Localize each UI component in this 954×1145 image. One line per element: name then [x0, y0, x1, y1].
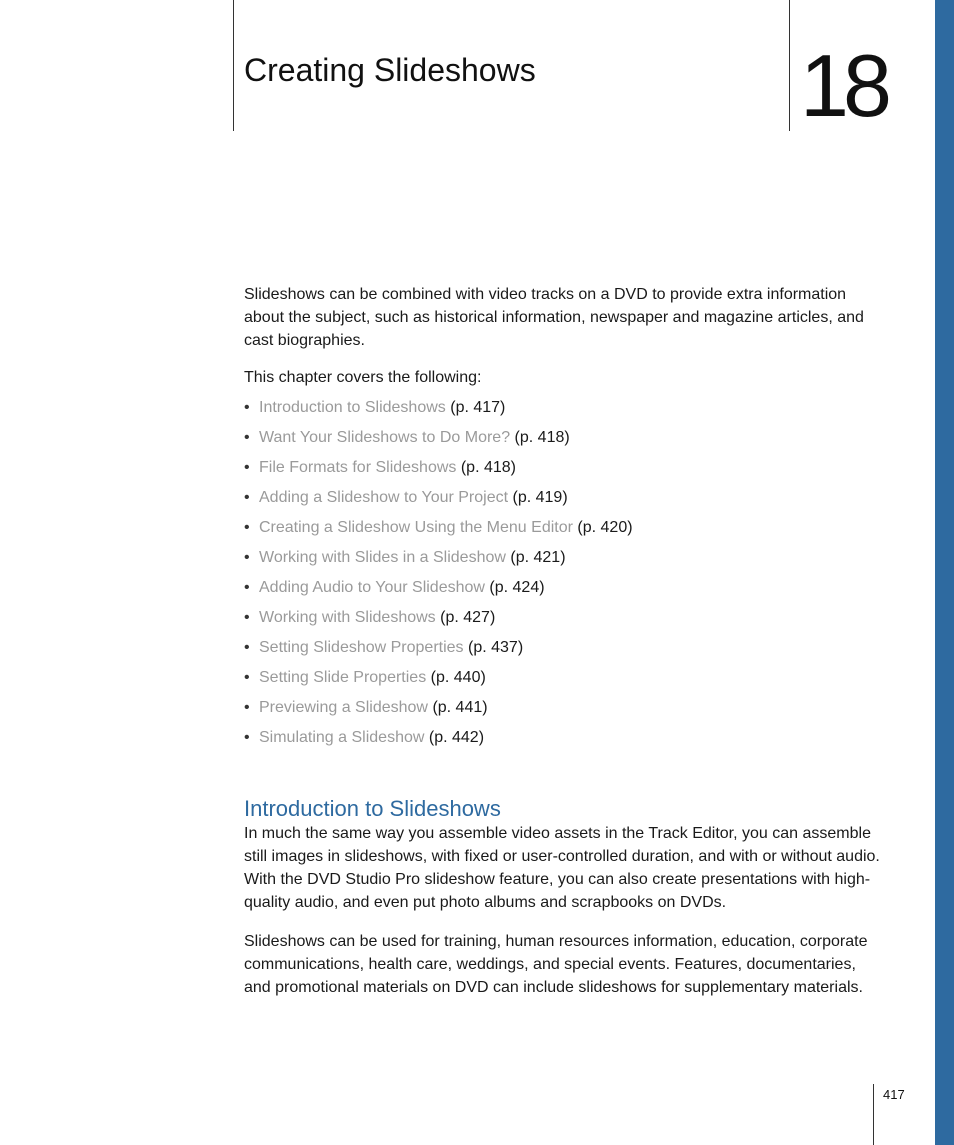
toc-link[interactable]: Want Your Slideshows to Do More?: [259, 429, 511, 446]
toc-page-ref: (p. 420): [577, 519, 633, 536]
bullet-icon: •: [244, 459, 250, 476]
toc-item: [244, 426, 880, 456]
toc-link[interactable]: Setting Slideshow Properties: [259, 639, 464, 656]
title-left-rule: [233, 0, 234, 131]
toc-link[interactable]: Adding Audio to Your Slideshow: [259, 579, 485, 596]
toc-item: [244, 396, 880, 426]
side-color-bar: [935, 0, 954, 1145]
toc-link[interactable]: Previewing a Slideshow: [259, 699, 428, 716]
bullet-icon: •: [244, 609, 250, 626]
toc-page-ref: (p. 418): [514, 429, 570, 446]
bullet-icon: •: [244, 669, 250, 686]
toc-link[interactable]: Working with Slideshows: [259, 609, 436, 626]
toc-page-ref: (p. 427): [440, 609, 496, 626]
toc-page-ref: (p. 437): [468, 639, 524, 656]
toc-page-ref: (p. 421): [510, 549, 566, 566]
toc-link[interactable]: Simulating a Slideshow: [259, 729, 425, 746]
toc-page-ref: (p. 418): [460, 459, 516, 476]
toc-item: [244, 546, 880, 576]
section-paragraph: Slideshows can be used for training, human resources information, education, corporate communications, health care, weddings, and special events. Features, documentaries, and promotional materials on DVD can include slideshows for supplementary materials.: [244, 933, 868, 996]
toc-page-ref: (p. 417): [450, 399, 506, 416]
toc-page-ref: (p. 441): [432, 699, 488, 716]
chapter-toc: [244, 396, 880, 756]
section-heading: Introduction to Slideshows: [244, 796, 501, 821]
toc-item: [244, 636, 880, 666]
toc-item: [244, 696, 880, 726]
toc-page-ref: (p. 419): [512, 489, 568, 506]
section-paragraph: In much the same way you assemble video assets in the Track Editor, you can assemble still images in slideshows, with fixed or user-controlled duration, and with or without audio. With the DVD Studio Pro slideshow feature, you can also create presentations with high-quality audio, and even put photo albums and scrapbooks on DVDs.: [244, 825, 880, 911]
toc-link[interactable]: Working with Slides in a Slideshow: [259, 549, 506, 566]
toc-item: [244, 516, 880, 546]
toc-link[interactable]: File Formats for Slideshows: [259, 459, 457, 476]
toc-page-ref: (p. 442): [428, 729, 485, 746]
toc-item: [244, 456, 880, 486]
toc-item: [244, 726, 880, 756]
bullet-icon: •: [244, 639, 250, 656]
bullet-icon: •: [244, 549, 250, 566]
covers-label: This chapter covers the following:: [244, 369, 482, 386]
intro-paragraph: Slideshows can be combined with video tracks on a DVD to provide extra information about the subject, such as historical information, newspaper and magazine articles, and cast biographies.: [244, 286, 864, 349]
main-content: [244, 283, 880, 999]
toc-link[interactable]: Creating a Slideshow Using the Menu Editor: [259, 519, 573, 536]
toc-item: [244, 576, 880, 606]
toc-link[interactable]: Introduction to Slideshows: [259, 399, 446, 416]
bullet-icon: •: [244, 699, 250, 716]
bullet-icon: •: [244, 429, 250, 446]
footer-rule: [873, 1084, 874, 1145]
title-right-rule: [789, 0, 790, 131]
toc-page-ref: (p. 440): [430, 669, 486, 686]
toc-link[interactable]: Adding a Slideshow to Your Project: [259, 489, 509, 506]
toc-item: [244, 486, 880, 516]
page-number: 417: [883, 1087, 905, 1102]
chapter-number: 18: [800, 36, 886, 135]
bullet-icon: •: [244, 579, 250, 596]
toc-item: [244, 606, 880, 636]
bullet-icon: •: [244, 489, 250, 506]
bullet-icon: •: [244, 729, 250, 746]
toc-item: [244, 666, 880, 696]
bullet-icon: •: [244, 519, 250, 536]
bullet-icon: •: [244, 399, 250, 416]
toc-link[interactable]: Setting Slide Properties: [259, 669, 427, 686]
toc-page-ref: (p. 424): [489, 579, 545, 596]
chapter-title: Creating Slideshows: [244, 52, 536, 88]
